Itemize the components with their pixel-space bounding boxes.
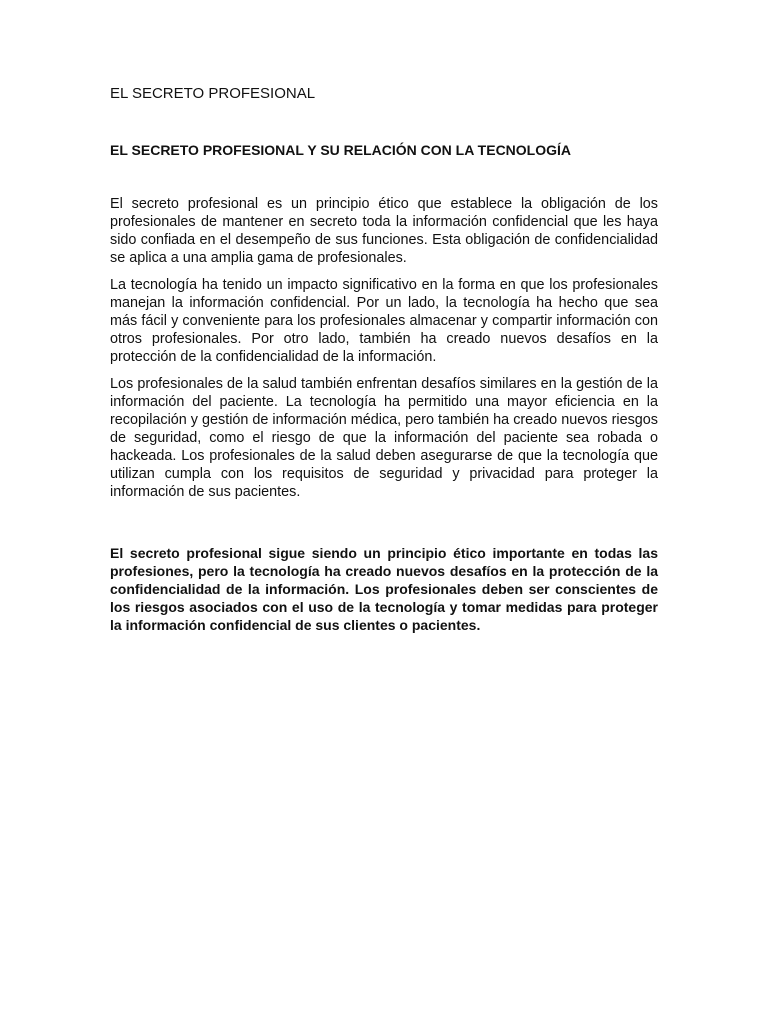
paragraph-intro: El secreto profesional es un principio ético que establece la obligación de los profesionales de mantener en secreto toda la información confidencial que les haya sido confiada en el desempeño de sus funciones. Esta obligación de confidencialidad se aplica a una amplia gama de profesionales. xyxy=(110,196,658,266)
paragraph-technology-impact: La tecnología ha tenido un impacto significativo en la forma en que los profesionales manejan la información confidencial. Por un lado, la tecnología ha hecho que sea más fácil y conveniente para los profesionales almacenar y compartir información con otros profesionales. Por otro lado, también ha creado nuevos desafíos en la protección de la confidencialidad de la información. xyxy=(110,277,658,365)
conclusion-paragraph: El secreto profesional sigue siendo un principio ético importante en todas las profesiones, pero la tecnología ha creado nuevos desafíos en la protección de la confidencialidad de la información. Los profesionales deben ser conscientes de los riesgos asociados con el uso de la tecnología y tomar medidas para proteger la información confidencial de sus clientes o pacientes. xyxy=(110,545,658,633)
paragraph-health-professionals: Los profesionales de la salud también enfrentan desafíos similares en la gestión de la información del paciente. La tecnología ha permitido una mayor eficiencia en la recopilación y gestión de información médica, pero también ha creado nuevos riesgos de seguridad, como el riesgo de que la información del paciente sea robada o hackeada. Los profesionales de la salud deben asegurarse de que la tecnología que utilizan cumpla con los requisitos de seguridad y privacidad para proteger la información de sus pacientes. xyxy=(110,376,658,500)
document-title: EL SECRETO PROFESIONAL xyxy=(110,85,316,102)
section-title: EL SECRETO PROFESIONAL Y SU RELACIÓN CON LA TECNOLOGÍA xyxy=(110,142,572,158)
body-text xyxy=(110,195,658,510)
